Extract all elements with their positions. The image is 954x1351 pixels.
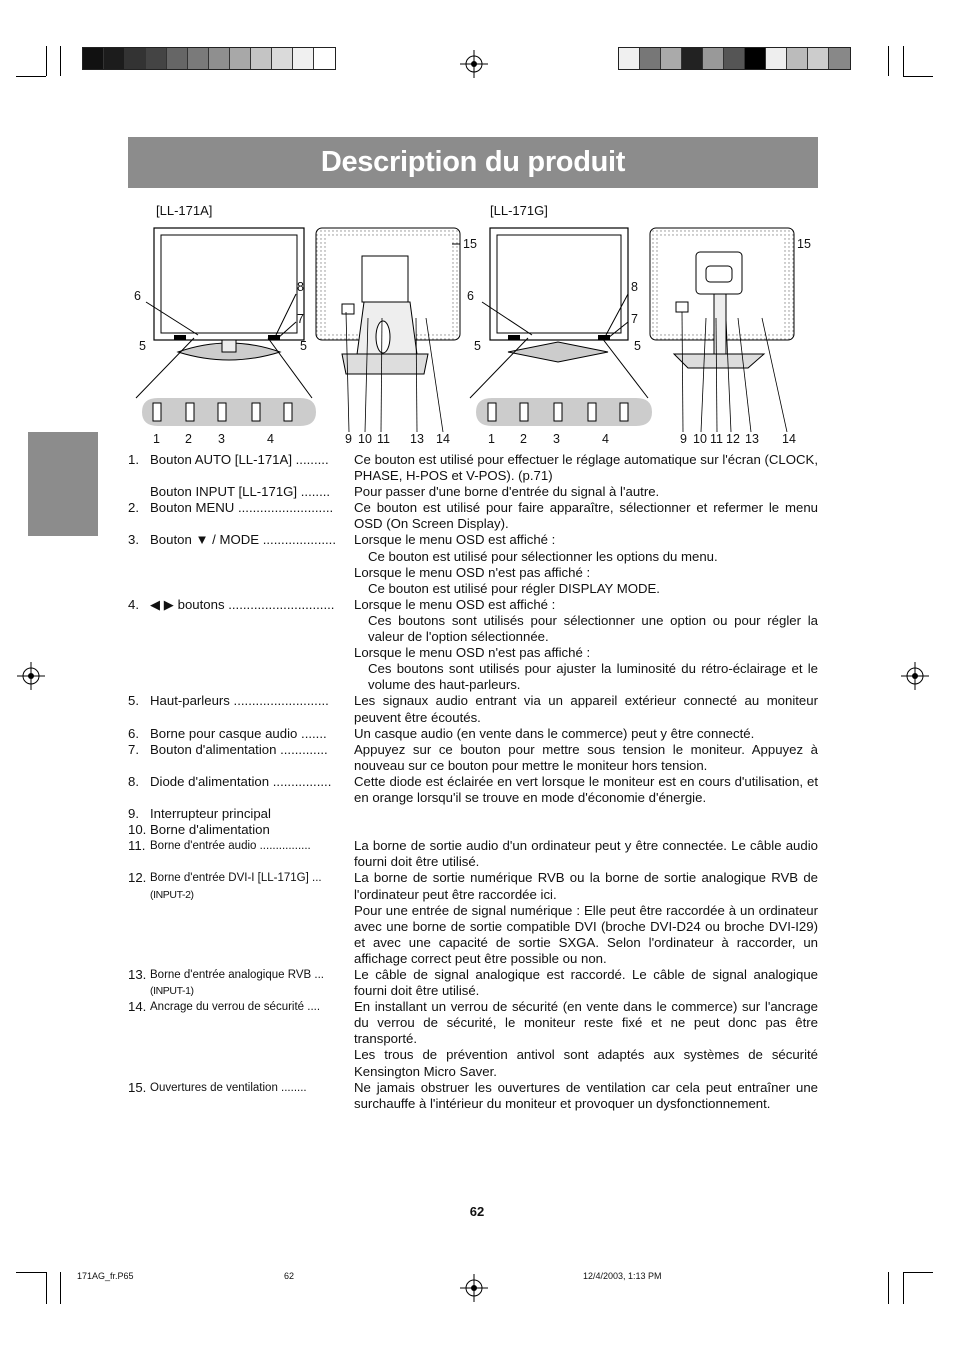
item-label-text: ◀ ▶ boutons ............................. bbox=[150, 596, 335, 612]
list-item bbox=[128, 774, 818, 806]
registration-target-icon bbox=[17, 662, 45, 690]
callout: 3 bbox=[553, 432, 560, 446]
description-line: Ces boutons sont utilisés pour sélectionner une option ou pour régler la valeur de l'option sélectionnée. bbox=[368, 612, 818, 645]
item-label bbox=[150, 1080, 354, 1112]
list-item bbox=[128, 693, 818, 725]
description-line: La borne de sortie audio d'un ordinateur peut y être connectée. Le câble audio fourni doit être utilisé. bbox=[354, 838, 818, 870]
item-label bbox=[150, 500, 354, 532]
registration-target-icon bbox=[901, 662, 929, 690]
callout: 10 bbox=[358, 432, 372, 446]
item-label-text: Diode d'alimentation ................ bbox=[150, 773, 332, 789]
callout: 4 bbox=[267, 432, 274, 446]
item-number: 12. bbox=[128, 870, 147, 886]
item-number: 1. bbox=[128, 452, 139, 467]
monitor-front-g bbox=[482, 228, 628, 362]
description-line: Appuyez sur ce bouton pour mettre sous tension le moniteur. Appuyez à nouveau sur ce bouton pour mettre le moniteur hors tension. bbox=[354, 741, 818, 773]
item-description bbox=[354, 726, 818, 742]
registration-target-icon bbox=[460, 1274, 488, 1302]
description-line: Ce bouton est utilisé pour régler DISPLAY MODE. bbox=[368, 580, 660, 596]
item-label bbox=[150, 806, 354, 822]
item-label bbox=[150, 822, 354, 838]
description-line: Ces boutons sont utilisés pour ajuster la luminosité du rétro-éclairage et le volume des haut-parleurs. bbox=[368, 661, 818, 693]
model-label-g: [LL-171G] bbox=[490, 203, 548, 218]
description-line: Lorsque le menu OSD n'est pas affiché : bbox=[354, 645, 591, 661]
list-item bbox=[128, 742, 818, 774]
item-label bbox=[150, 532, 354, 596]
item-number: 7. bbox=[128, 741, 139, 757]
callout: 2 bbox=[520, 432, 527, 446]
description-line: Les signaux audio entrant via un appareil extérieur connecté au moniteur peuvent être écoutés. bbox=[354, 693, 818, 725]
item-label-text: Ancrage du verrou de sécurité .... bbox=[150, 1001, 321, 1014]
callout: 14 bbox=[436, 432, 450, 446]
item-label-text: Bouton MENU .......................... bbox=[150, 500, 334, 516]
item-label bbox=[150, 597, 354, 694]
item-label-text: Borne d'alimentation bbox=[150, 822, 270, 838]
description-line: Pour une entrée de signal numérique : Elle peut être raccordée à un ordinateur avec une borne de sortie compatible DVI (broche DVI-D24 ou broche DVI-I29) et avec une capacité de sortie SXGA. Selon l'ordinateur à raccorder, un affichage correct peut être possible ou non. bbox=[354, 902, 818, 966]
list-item bbox=[128, 726, 818, 742]
item-sublabel: (INPUT-1) bbox=[150, 985, 194, 998]
title-band bbox=[128, 137, 818, 188]
callout: 9 bbox=[680, 432, 687, 446]
item-number: 8. bbox=[128, 773, 139, 789]
item-label-text: Borne d'entrée analogique RVB ... bbox=[150, 969, 324, 981]
callout: 4 bbox=[602, 432, 609, 446]
list-item bbox=[128, 967, 818, 999]
item-description bbox=[354, 774, 818, 806]
callout: 13 bbox=[410, 432, 424, 446]
item-description bbox=[354, 452, 818, 484]
description-line: Pour passer d'une borne d'entrée du signal à l'autre. bbox=[354, 484, 660, 500]
footer-page: 62 bbox=[284, 1271, 295, 1281]
item-label bbox=[150, 726, 354, 742]
item-description bbox=[354, 838, 818, 870]
item-number: 6. bbox=[128, 725, 139, 741]
item-description bbox=[354, 806, 818, 822]
description-line: Les trous de prévention antivol sont adaptés aux systèmes de sécurité Kensington Micro Saver. bbox=[354, 1047, 818, 1079]
callout: 8 bbox=[631, 280, 638, 294]
callout: 13 bbox=[745, 432, 759, 446]
item-label-text: Bouton AUTO [LL-171A] ......... bbox=[150, 452, 329, 467]
item-description bbox=[354, 500, 818, 532]
item-label-text: Interrupteur principal bbox=[150, 806, 271, 822]
item-label-text: Bouton ▼ / MODE .................... bbox=[150, 532, 337, 548]
description-line: Ce bouton est utilisé pour faire apparaître, sélectionner et refermer le menu OSD (On Screen Display). bbox=[354, 500, 818, 532]
item-description bbox=[354, 597, 818, 694]
description-line: Cette diode est éclairée en vert lorsque le moniteur est en cours d'utilisation, et en orange lorsqu'il se trouve en mode d'économie d'énergie. bbox=[354, 773, 818, 805]
list-item bbox=[128, 484, 818, 500]
section-tab bbox=[28, 432, 98, 536]
callout: 6 bbox=[467, 289, 474, 303]
description-line: Le câble de signal analogique est raccordé. Le câble de signal analogique fourni doit être utilisé. bbox=[354, 967, 818, 999]
page-title: Description du produit bbox=[320, 146, 626, 178]
list-item bbox=[128, 532, 818, 596]
item-number: 14. bbox=[128, 999, 147, 1015]
callout: 8 bbox=[297, 280, 304, 294]
callout: 3 bbox=[218, 432, 225, 446]
item-number bbox=[128, 484, 150, 500]
item-label-text: Borne pour casque audio ....... bbox=[150, 725, 327, 741]
item-label-text: Bouton INPUT [LL-171G] ........ bbox=[150, 484, 331, 500]
item-label-text: Bouton d'alimentation ............. bbox=[150, 741, 328, 757]
list-item bbox=[128, 838, 818, 870]
page-number: 62 bbox=[469, 1204, 485, 1219]
item-number: 9. bbox=[128, 806, 139, 822]
footer-file: 171AG_fr.P65 bbox=[77, 1271, 134, 1281]
list-item bbox=[128, 999, 818, 1079]
item-number: 3. bbox=[128, 532, 139, 548]
callout: 15 bbox=[463, 237, 477, 251]
item-label bbox=[150, 484, 354, 500]
description-line: La borne de sortie numérique RVB ou la borne de sortie analogique RVB de l'ordinateur peut être raccordée ici. bbox=[354, 870, 818, 902]
callout: 12 bbox=[726, 432, 740, 446]
model-label-a: [LL-171A] bbox=[156, 203, 213, 218]
item-description bbox=[354, 484, 818, 500]
item-label bbox=[150, 870, 354, 967]
list-item bbox=[128, 452, 818, 484]
description-line: Ce bouton est utilisé pour sélectionner les options du menu. bbox=[368, 548, 718, 564]
description-line: Lorsque le menu OSD est affiché : bbox=[354, 532, 556, 548]
item-number: 13. bbox=[128, 967, 147, 982]
description-line: Lorsque le menu OSD est affiché : bbox=[354, 596, 556, 612]
callout: 10 bbox=[693, 432, 707, 446]
description-line: Ne jamais obstruer les ouvertures de ventilation car cela peut entraîner une surchauffe à l'intérieur du moniteur et provoquer un dysfonctionnement. bbox=[354, 1079, 818, 1111]
item-label bbox=[150, 742, 354, 774]
item-label bbox=[150, 774, 354, 806]
monitor-front-a bbox=[146, 228, 304, 360]
item-label bbox=[150, 693, 354, 725]
item-description bbox=[354, 693, 818, 725]
item-number: 2. bbox=[128, 500, 139, 516]
callout: 9 bbox=[345, 432, 352, 446]
callout: 14 bbox=[782, 432, 796, 446]
monitor-back-a bbox=[316, 228, 460, 374]
monitor-back-g bbox=[650, 228, 794, 368]
item-number: 4. bbox=[128, 596, 139, 612]
callout: 2 bbox=[185, 432, 192, 446]
item-list bbox=[128, 452, 818, 1112]
registration-bar-right bbox=[618, 47, 851, 70]
item-number: 5. bbox=[128, 693, 139, 709]
item-label-text: Borne d'entrée DVI-I [LL-171G] ... bbox=[150, 872, 322, 885]
item-sublabel: (INPUT-2) bbox=[150, 888, 194, 901]
product-diagram bbox=[128, 222, 818, 432]
item-number: 15. bbox=[128, 1079, 147, 1095]
list-item bbox=[128, 806, 818, 822]
list-item bbox=[128, 822, 818, 838]
list-item bbox=[128, 1080, 818, 1112]
list-item bbox=[128, 597, 818, 694]
callout: 7 bbox=[631, 312, 638, 326]
registration-target-icon bbox=[460, 50, 488, 78]
description-line: Un casque audio (en vente dans le commerce) peut y être connecté. bbox=[354, 725, 755, 741]
description-line: Lorsque le menu OSD n'est pas affiché : bbox=[354, 564, 591, 580]
item-number: 10. bbox=[128, 822, 147, 838]
item-label-text: Borne d'entrée audio ................ bbox=[150, 840, 311, 853]
item-label bbox=[150, 838, 354, 870]
item-description bbox=[354, 999, 818, 1079]
item-description bbox=[354, 822, 818, 838]
description-line: En installant un verrou de sécurité (en vente dans le commerce) sur l'ancrage du verrou de sécurité, le moniteur reste fixé et ne peut donc pas être transporté. bbox=[354, 999, 818, 1047]
item-description bbox=[354, 967, 818, 999]
item-description bbox=[354, 532, 818, 596]
item-label bbox=[150, 999, 354, 1079]
callout: 11 bbox=[710, 432, 723, 446]
item-label bbox=[150, 452, 354, 484]
item-label-text: Ouvertures de ventilation ........ bbox=[150, 1081, 307, 1094]
callout: 5 bbox=[634, 339, 641, 353]
item-description bbox=[354, 742, 818, 774]
callout: 5 bbox=[300, 339, 307, 353]
callout: 11 bbox=[377, 432, 390, 446]
item-label-text: Haut-parleurs .......................... bbox=[150, 693, 329, 709]
callout: 15 bbox=[797, 237, 811, 251]
callout: 1 bbox=[153, 432, 160, 446]
description-line: Ce bouton est utilisé pour effectuer le réglage automatique sur l'écran (CLOCK, PHASE, H-POS et V-POS). (p.71) bbox=[354, 452, 818, 484]
item-number: 11. bbox=[128, 838, 146, 854]
item-description bbox=[354, 870, 818, 967]
callout: 5 bbox=[139, 339, 146, 353]
callout: 6 bbox=[134, 289, 141, 303]
item-label bbox=[150, 967, 354, 999]
callout: 7 bbox=[297, 312, 304, 326]
callout: 1 bbox=[488, 432, 495, 446]
registration-bar-left bbox=[82, 47, 336, 70]
callout: 5 bbox=[474, 339, 481, 353]
list-item bbox=[128, 500, 818, 532]
list-item bbox=[128, 870, 818, 967]
footer-date: 12/4/2003, 1:13 PM bbox=[583, 1271, 662, 1281]
item-description bbox=[354, 1080, 818, 1112]
